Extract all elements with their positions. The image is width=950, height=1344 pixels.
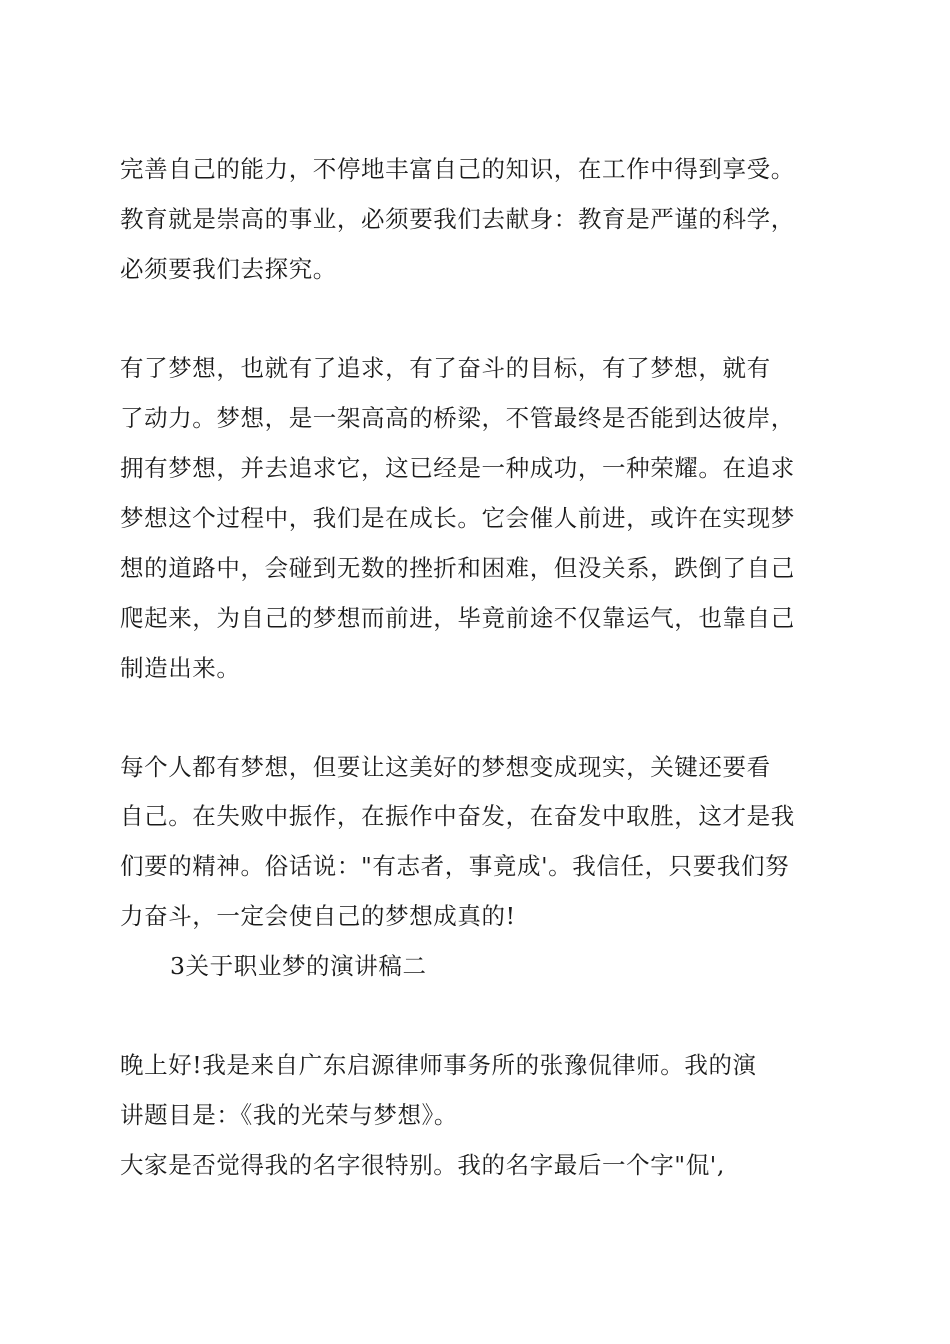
paragraph-1-line-2: 教育就是崇高的事业，必须要我们去献身：教育是严谨的科学， [120, 205, 795, 233]
paragraph-2-line-6: 爬起来，为自己的梦想而前进，毕竟前途不仅靠运气，也靠自己 [120, 604, 795, 632]
paragraph-3-line-4: 力奋斗，一定会使自己的梦想成真的! [120, 902, 516, 930]
paragraph-2-line-3: 拥有梦想，并去追求它，这已经是一种成功，一种荣耀。在追求 [120, 454, 795, 482]
paragraph-4-line-3: 大家是否觉得我的名字很特别。我的名字最后一个字"侃', [120, 1151, 725, 1179]
paragraph-2-line-4: 梦想这个过程中，我们是在成长。它会催人前进，或许在实现梦 [120, 504, 795, 532]
paragraph-2-line-1: 有了梦想，也就有了追求，有了奋斗的目标，有了梦想，就有 [120, 354, 771, 382]
section-heading: 3关于职业梦的演讲稿二 [170, 952, 427, 980]
paragraph-4-line-2: 讲题目是：《我的光荣与梦想》。 [120, 1101, 458, 1129]
paragraph-2-line-2: 了动力。梦想，是一架高高的桥梁，不管最终是否能到达彼岸， [120, 404, 795, 432]
paragraph-3-line-2: 自己。在失败中振作，在振作中奋发，在奋发中取胜，这才是我 [120, 802, 795, 830]
paragraph-2-line-7: 制造出来。 [120, 654, 241, 682]
paragraph-3-line-3: 们要的精神。俗话说："有志者，事竟成'。我信任，只要我们努 [120, 852, 790, 880]
paragraph-3-line-1: 每个人都有梦想，但要让这美好的梦想变成现实，关键还要看 [120, 753, 771, 781]
paragraph-1-line-3: 必须要我们去探究。 [120, 255, 337, 283]
paragraph-4-line-1: 晚上好!我是来自广东启源律师事务所的张豫侃律师。我的演 [120, 1051, 757, 1079]
paragraph-1-line-1: 完善自己的能力，不停地丰富自己的知识，在工作中得到享受。 [120, 155, 795, 183]
paragraph-2-line-5: 想的道路中，会碰到无数的挫折和困难，但没关系，跌倒了自己 [120, 554, 795, 582]
